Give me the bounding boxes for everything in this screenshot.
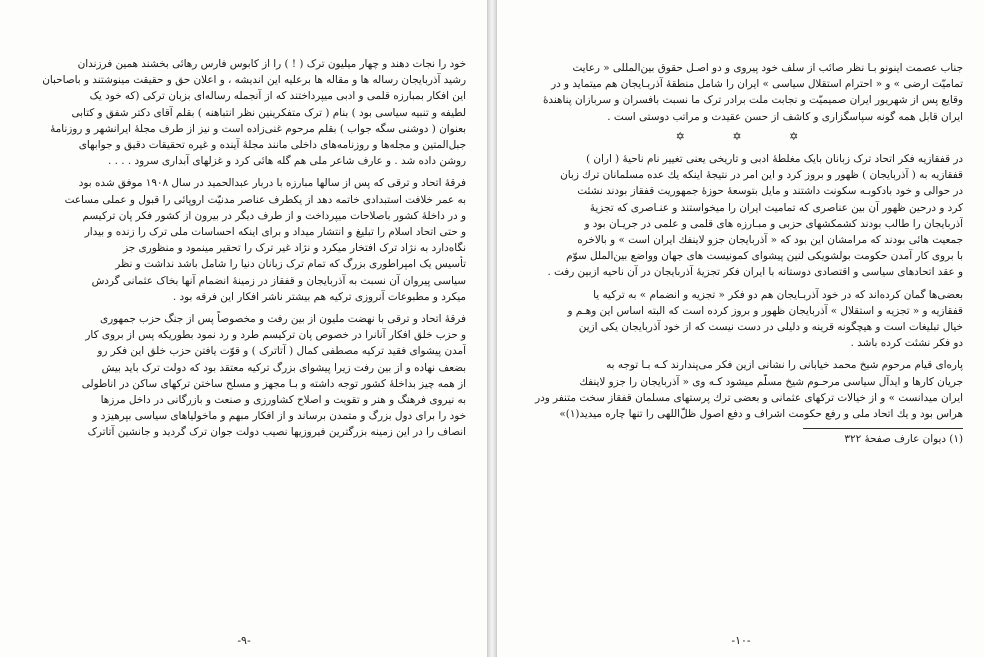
text-line: تأسیس یک امپراطوری بزرگ که تمام ترک زبانان دنیا را شامل باشد نداشت و نظر bbox=[115, 258, 466, 271]
paragraph-khiabani bbox=[533, 357, 963, 422]
text-line: وقایع پس از شهریور ایران صمیمیّت و نجابت ملت برادر ترک ما نسبت بافسران و سربازان پناهندهٔ bbox=[542, 94, 963, 107]
text-line: فرقهٔ اتحاد و ترقی که پس از سالها مبارزه با دربار عبدالحمید در سال ۱۹۰۸ موفق شده بود bbox=[78, 177, 466, 190]
text-line: بعضی‌ها گمان کرده‌اند که در خود آذربـایجان هم دو فکر « تجزیه و انضمام » به ترکیه یا bbox=[593, 288, 963, 301]
text-line: قفقازیه و « تجزیه و استقلال » آذربایجان ظهور و بروز کرده است که البته اساس این وهـم و bbox=[567, 304, 963, 317]
text-line: ایران میدانست » و از خیالات ترکهای عثمانی و بعضی ترك پرستهای مسلمان قفقاز سخت متنفر ودر bbox=[535, 391, 963, 404]
text-line: تمامیّت ارضی » و « احترام استقلال سیاسی » ایران را شامل منطقهٔ آذربـایجان هم میتماید و در bbox=[551, 78, 963, 91]
text-line: و حتی اتحاد اسلام را تبلیغ و انتشار میداد و برای اینکه احساسات ملی ترک را زنده و بیدار bbox=[84, 226, 466, 239]
text-line: خیال تبلیغات است و هیچگونه قرینه و دلیلی در دست نیست که از خود آذربایجان یکی ازین bbox=[578, 321, 963, 334]
footnote: (۱) دیوان عارف صفحهٔ ۳۲۲ bbox=[844, 433, 963, 446]
text-line: رشید آذربایجان رساله ها و مقاله ها برعلیه این اندیشه ، و اعلان حق و حقیقت مینوشتند و باصاحبان bbox=[42, 74, 466, 87]
text-line: از همه چیز بداخلهٔ کشور توجه داشته و بـا مجهز و مسلح ساختن ترکهای ساکن در اناطولی bbox=[81, 377, 466, 390]
text-line: خود را برای دول بزرگ و متمدن برساند و از افکار مبهم و ماخولیاهای سیاسی بپرهیزد و bbox=[92, 410, 466, 423]
text-line: کرد و درحین ظهور آن بین عناصری که تمامیت ایران را میخواستند و عنـاصری که تجزیهٔ bbox=[589, 201, 963, 214]
footnote-rule bbox=[803, 428, 963, 429]
right-page-number: -١٠- bbox=[731, 634, 751, 647]
text-line: خود را نجات دهند و چهار میلیون ترک ( ! ) را از کابوس فارس رهائی بخشند همین فرزندان bbox=[77, 58, 466, 70]
text-line: نگاه‌دارد به نژاد ترک افتخار میکرد و نژاد غیر ترک را تحقیر مینمود و منظوری جز bbox=[123, 242, 466, 255]
right-page bbox=[496, 0, 984, 657]
text-line: به نیروی فرهنگ و هنر و تقویت و اصلاح کشاورزی و صنعت و بازرگانی در داخل مرزها bbox=[100, 394, 466, 407]
paragraph-inonu bbox=[533, 60, 963, 125]
text-line: قفقازیه به ( آذربایجان ) ظهور و بروز کرد و این امر در نتیجهٔ اینکه یك عده مسلمانان ترك زبان bbox=[560, 169, 963, 182]
text-line: جمعیت هائی بودند که مرامشان این بود که « آذربایجان جزو لاینفك ایران است » و بالاخره bbox=[577, 234, 963, 247]
text-line: پاره‌ای قیام مرحوم شیخ محمد خیابانی را نشانی ازین فکر می‌پندارند کـه بـا توجه به bbox=[606, 359, 963, 372]
text-line: این افکار بمبارزه قلمی و ادبی میپرداختند که از آنجمله رساله‌ای بزبان ترکی (که خود یک bbox=[89, 90, 466, 103]
text-line: جریان کارها و ایدآل سیاسی مرحـوم شیخ مسلّم میشود کـه وی « آذربایجان را جزو لاینفك bbox=[579, 375, 963, 388]
left-page-text bbox=[22, 56, 466, 441]
text-line: بعنوان ( دوشنی سگه جواب ) بقلم مرحوم غنی‌زاده است و نیز از طرف مجلهٔ ایرانشهر و روزنامهٔ bbox=[50, 122, 466, 135]
left-page-number: -٩- bbox=[237, 634, 251, 647]
text-line: دو فکر نشئت کرده باشد . bbox=[850, 337, 963, 350]
text-line: فرقهٔ اتحاد و ترقی با نهضت ملیون از بین رفت و مخصوصاً پس از جنگ حزب جمهوری bbox=[100, 313, 466, 326]
text-line: جناب عصمت اینونو بـا نظر صائب از سلف خود پیروی و دو اصـل حقوق بین‌المللی « رعایت bbox=[572, 62, 963, 74]
text-line: انصاف را در این زمینه بزرگترین فیروزیها نصیب دولت جوان ترک گردید و جانشین آتاترک bbox=[87, 426, 466, 439]
right-page-text bbox=[533, 60, 963, 447]
text-line: در حوالی و خود بادکوبـه سکونت داشتند و مایل بتوسعهٔ حوزهٔ جمهوریت قفقاز بودند نشئت bbox=[577, 185, 963, 198]
left-page bbox=[0, 0, 488, 657]
text-line: هراس بود و یك اتحاد ملی و رفع حکومت اشراف و دفع اصول ظلّ‌اللهی را تنها چاره میدید(۱)» bbox=[559, 408, 963, 421]
text-line: جبل‌المتین و مجله‌ها و روزنامه‌های داخلی مانند مجلهٔ آینده و غیره تحقیقات دقیق و جوابهای bbox=[78, 139, 466, 152]
text-line: با بروی کار آمدن حکومت بولشویکی لنین پیشوای کمونیست های جهان وواضع بین‌الملل سوّم bbox=[566, 250, 963, 263]
text-line: میکرد و مطبوعات آنروزی ترکیه هم بیشتر ناشر افکار این فرقه بود . bbox=[172, 290, 466, 303]
text-line: آمدن پیشوای فقید ترکیه مصطفی کمال ( آتاترک ) و قوّت یافتن حزب خلق این فکر رو bbox=[97, 345, 466, 358]
paragraph-rumors bbox=[533, 287, 963, 352]
paragraph-caucasus bbox=[533, 151, 963, 281]
text-line: در قفقازیه فکر اتحاد ترک زبانان بایک مغلطهٔ ادبی و تاریخی یعنی تغییر نام ناحیهٔ ( اران ) bbox=[586, 153, 963, 166]
text-line: آذربایجان را طالب بودند کشمکشهای حزبی و مبـارزه های قلمی و علمی در جریـان بود و bbox=[584, 217, 963, 230]
book-gutter bbox=[488, 0, 496, 657]
text-line: و حزب خلق افکار آنانرا در خصوص پان ترکیسم طرد و رد نمود بطوریکه پس از بروی کار bbox=[85, 329, 466, 342]
text-line: روشن داده شد . و عارف شاعر ملی هم گله هائی کرد و غزلهای آبداری سرود . . . . bbox=[108, 155, 466, 168]
text-line: و عقد اتحادهای سیاسی و اقتصادی دوستانه با ایران فکر تجزیهٔ آذربایجان در آن ناحیه ازبین رفت . bbox=[547, 266, 963, 279]
text-line: بضعف نهاده و از بین رفت زیرا پیشوای بزرگ ترکیه معتقد بود که دولت ترک باید بیش bbox=[101, 361, 466, 374]
section-divider-stars: ✡ ✡ ✡ bbox=[675, 129, 821, 143]
text-line: و در داخلهٔ کشور باصلاحات میپرداخت و از طرف دیگر در بیرون از کشور فکر پان ترکیسم bbox=[82, 209, 466, 222]
text-line: سیاسی پیروان آن نسبت به آذربایجان و قفقاز در زمینهٔ انضمام آنها بخاک عثمانی گردش bbox=[91, 274, 466, 287]
text-line: لطیفه و تنبیه سیاسی بود ) بنام ( ترک متفکرینین نظر انتباهنه ) بقلم آقای دکتر شفق و کتابی bbox=[71, 106, 466, 119]
text-line: به عمر خلافت استبدادی خاتمه دهد از یکطرف عناصر مدنیّت اروپائی را قبول و عملی مساعت bbox=[64, 193, 466, 206]
text-line: ایران قابل همه گونه سپاسگزاری و کاشف از حسن عقیدت و مراتب دوستی است . bbox=[607, 110, 963, 123]
